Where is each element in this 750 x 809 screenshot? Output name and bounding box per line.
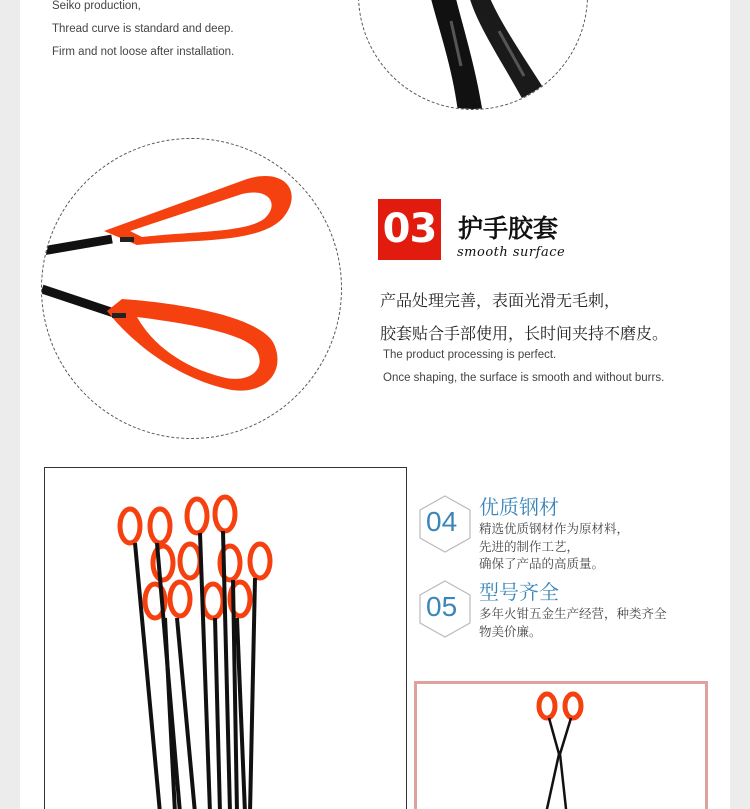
section-desc-en-1: The product processing is perfect. [383, 349, 557, 361]
feature-title-05: 型号齐全 [479, 580, 559, 604]
feature-desc-04-line-2: 先进的制作工艺， [479, 538, 580, 554]
section-subtitle: smooth surface [457, 245, 566, 260]
feature-desc-04-line-1: 精选优质钢材作为原材料， [479, 521, 630, 536]
tong-thread-illustration [359, 0, 588, 110]
section-desc-cn-2: 胶套贴合手部使用，长时间夹持不磨皮。 [380, 324, 669, 343]
section-title: 护手胶套 [458, 214, 559, 243]
intro-line-2: Thread curve is standard and deep. [52, 23, 234, 35]
feature-desc-05-line-1: 多年火钳五金生产经营，种类齐全 [479, 606, 667, 621]
thread-closeup-image [358, 0, 588, 110]
orange-handle-illustration [42, 139, 342, 439]
intro-line-1: Seiko production, [52, 0, 141, 12]
handle-closeup-image [41, 138, 342, 439]
tongs-group-photo [44, 467, 407, 809]
section-desc-en-2: Once shaping, the surface is smooth and without burrs. [383, 372, 665, 384]
single-tong-photo [414, 681, 708, 809]
intro-line-3: Firm and not loose after installation. [52, 46, 235, 58]
single-tong-illustration [417, 684, 705, 809]
section-number-badge: 03 [378, 199, 441, 260]
feature-number-04: 04 [426, 506, 458, 537]
section-desc-cn-1: 产品处理完善，表面光滑无毛刺， [380, 291, 621, 310]
feature-number-05: 05 [426, 591, 458, 622]
product-detail-page [20, 0, 730, 809]
feature-title-04: 优质钢材 [479, 495, 559, 519]
feature-desc-04-line-3: 确保了产品的高质量。 [479, 556, 605, 571]
feature-desc-05-line-2: 物美价廉。 [479, 623, 542, 639]
tongs-group-illustration [45, 468, 405, 809]
